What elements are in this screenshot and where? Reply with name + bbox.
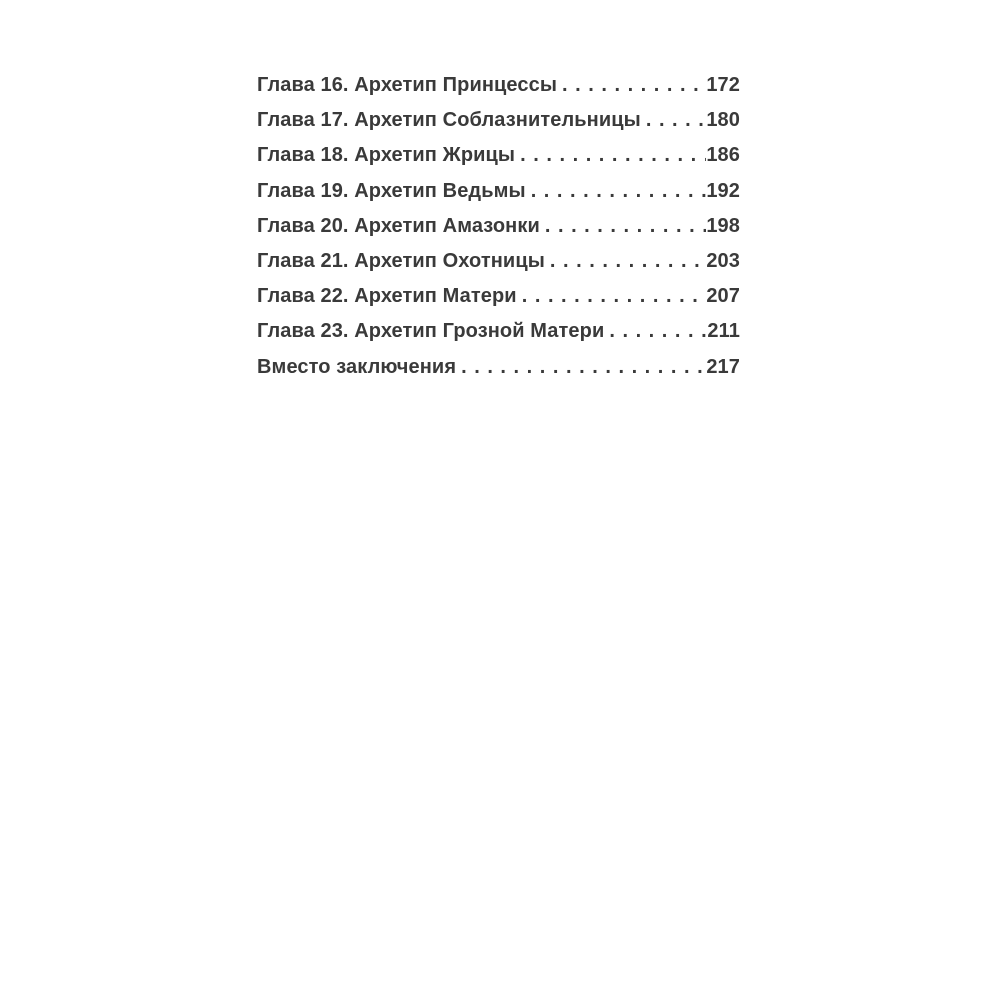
toc-entry [257,350,740,385]
dot-leader [517,279,707,314]
dot-leader [540,209,706,244]
toc-entry-label: Глава 19. Архетип Ведьмы [257,179,526,202]
dot-leader [545,244,706,279]
toc-entry-page: 192 [706,179,740,202]
toc-entry [257,209,740,244]
toc-entry-page: 217 [706,355,740,378]
dot-leader [604,314,707,349]
toc-entry-label: Глава 16. Архетип Принцессы [257,74,557,96]
dot-leader [456,350,706,385]
toc-entry [257,314,740,349]
toc-entry-label: Глава 18. Архетип Жрицы [257,144,516,167]
toc-entry-label: Глава 20. Архетип Амазонки [257,214,540,237]
toc-entry [257,138,740,173]
toc-entry-page: 211 [707,320,740,343]
toc-entry-page: 172 [706,74,740,96]
toc-entry-label: Глава 22. Архетип Матери [257,285,517,308]
toc-entry [257,103,740,138]
toc-entry-page: 207 [706,285,740,308]
toc-entry [257,279,740,314]
dot-leader [641,103,707,138]
toc-entry [257,174,740,209]
toc-entry-label: Глава 17. Архетип Соблазнительницы [257,109,641,132]
dot-leader [526,174,707,209]
table-of-contents [257,68,740,385]
toc-entry [257,244,740,279]
toc-entry-page: 180 [706,109,740,132]
toc-entry-page: 198 [706,214,740,237]
toc-entry [257,68,740,103]
toc-entry-label: Глава 23. Архетип Грозной Матери [257,320,605,343]
toc-entry-page: 186 [706,144,740,167]
dot-leader [557,68,706,103]
dot-leader [515,138,706,173]
toc-entry-label: Глава 21. Архетип Охотницы [257,249,545,272]
toc-entry-label: Вместо заключения [257,355,457,378]
toc-entry-page: 203 [706,249,740,272]
